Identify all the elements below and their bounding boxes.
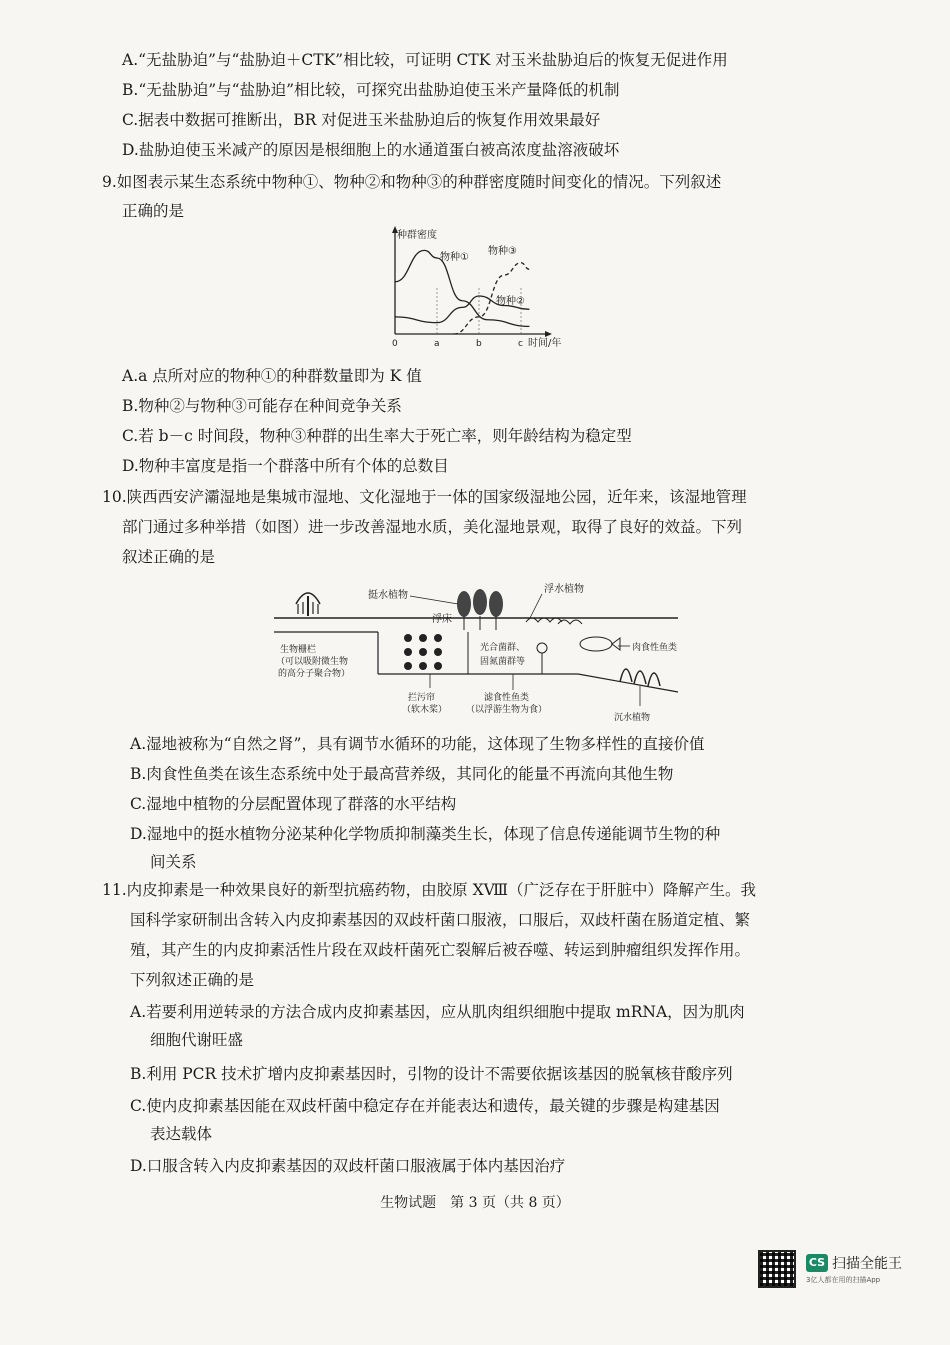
q9-option-d: D.物种丰富度是指一个群落中所有个体的总数目 bbox=[122, 457, 449, 475]
page-footer: 生物试题 第 3 页（共 8 页） bbox=[380, 1195, 570, 1211]
wetland-diagram bbox=[268, 574, 688, 726]
q11-stem-2: 国科学家研制出含转入内皮抑素基因的双歧杆菌口服液，口服后，双歧杆菌在肠道定植、繁 bbox=[130, 911, 751, 929]
scanner-watermark bbox=[758, 1250, 928, 1290]
q9-option-a: A.a 点所对应的物种①的种群数量即为 K 值 bbox=[122, 367, 422, 385]
q11-option-b: B.利用 PCR 技术扩增内皮抑素基因时，引物的设计不需要依据该基因的脱氧核苷酸序列 bbox=[130, 1065, 733, 1083]
label-bio-fence: 生物栅栏 bbox=[280, 645, 317, 655]
label-filter-fish: 滤食性鱼类 bbox=[484, 693, 530, 703]
q10-option-c: C.湿地中植物的分层配置体现了群落的水平结构 bbox=[130, 795, 457, 813]
x-axis-label: 时间/年 bbox=[528, 338, 562, 349]
label-curtain: 拦污帘 bbox=[408, 693, 436, 703]
label-curtain-note: （软木桨） bbox=[402, 705, 448, 715]
q11-option-c: C.使内皮抑素基因能在双歧杆菌中稳定存在并能表达和遗传，最关键的步骤是构建基因 bbox=[130, 1097, 720, 1115]
q8-option-b: B.“无盐胁迫”与“盐胁迫”相比较，可探究出盐胁迫使玉米产量降低的机制 bbox=[122, 81, 620, 99]
q9-stem-cont: 正确的是 bbox=[122, 202, 185, 220]
label-emergent-plants: 挺水植物 bbox=[368, 590, 408, 601]
q10-stem-1: 10.陕西西安浐灞湿地是集城市湿地、文化湿地于一体的国家级湿地公园，近年来，该湿地管理 bbox=[102, 488, 747, 506]
q11-option-a-cont: 细胞代谢旺盛 bbox=[150, 1031, 244, 1049]
floating-plants-icon bbox=[526, 618, 582, 624]
q11-option-c-cont: 表达载体 bbox=[150, 1125, 213, 1143]
q10-option-d: D.湿地中的挺水植物分泌某种化学物质抑制藻类生长，体现了信息传递能调节生物的种 bbox=[130, 825, 721, 843]
chart-guides bbox=[437, 288, 521, 334]
q10-option-d-cont: 间关系 bbox=[150, 853, 197, 871]
label-carnivore-fish: 肉食性鱼类 bbox=[632, 643, 678, 653]
x-tick-a: a bbox=[434, 339, 440, 349]
q8-option-d: D.盐胁迫使玉米减产的原因是根细胞上的水通道蛋白被高浓度盐溶液破坏 bbox=[122, 141, 620, 159]
carnivore-fish-icon bbox=[580, 637, 620, 651]
qr-code-icon bbox=[758, 1250, 796, 1288]
x-tick-0: 0 bbox=[392, 339, 398, 349]
q11-stem-1: 11.内皮抑素是一种效果良好的新型抗癌药物，由胶原 XⅧ（广泛存在于肝脏中）降解产生。我 bbox=[102, 881, 757, 899]
q11-stem-4: 下列叙述正确的是 bbox=[130, 971, 255, 989]
q8-option-c: C.据表中数据可推断出，BR 对促进玉米盐胁迫后的恢复作用效果最好 bbox=[122, 111, 601, 129]
filter-fish-icon bbox=[537, 643, 547, 674]
label-floating-plants: 浮水植物 bbox=[544, 584, 584, 595]
label-submerged-plants: 沉水植物 bbox=[614, 713, 651, 723]
emergent-plants-icon bbox=[457, 589, 503, 630]
label-filter-fish-note: （以浮游生物为食） bbox=[466, 705, 548, 715]
scanner-tagline: 3亿人都在用的扫描App bbox=[806, 1276, 881, 1284]
series-label-species1: 物种① bbox=[440, 252, 469, 263]
x-tick-labels bbox=[392, 339, 523, 349]
series-label-species3: 物种③ bbox=[488, 246, 517, 257]
q11-option-a: A.若要利用逆转录的方法合成内皮抑素基因，应从肌肉组织细胞中提取 mRNA，因为肌肉 bbox=[130, 1003, 745, 1021]
population-density-chart bbox=[370, 222, 580, 352]
bio-fence-icon bbox=[404, 634, 442, 670]
label-bio-fence-note-1: （可以吸附微生物 bbox=[276, 657, 349, 667]
label-floating-bed: 浮床 bbox=[432, 614, 452, 625]
q10-stem-2: 部门通过多种举措（如图）进一步改善湿地水质，美化湿地景观，取得了良好的效益。下列 bbox=[122, 518, 743, 536]
cs-logo-icon: CS bbox=[806, 1254, 828, 1272]
label-bacteria-2: 固氮菌群等 bbox=[480, 657, 526, 667]
x-tick-b: b bbox=[476, 339, 482, 349]
q9-option-c: C.若 b－c 时间段，物种③种群的出生率大于死亡率，则年龄结构为稳定型 bbox=[122, 427, 632, 445]
scanner-app-name: 扫描全能王 bbox=[832, 1256, 902, 1272]
x-tick-c: c bbox=[518, 339, 523, 349]
q9-option-b: B.物种②与物种③可能存在种间竞争关系 bbox=[122, 397, 402, 415]
label-bacteria-1: 光合菌群、 bbox=[480, 643, 526, 653]
q10-stem-3: 叙述正确的是 bbox=[122, 548, 216, 566]
q10-option-b: B.肉食性鱼类在该生态系统中处于最高营养级，其同化的能量不再流向其他生物 bbox=[130, 765, 674, 783]
q9-stem: 9.如图表示某生态系统中物种①、物种②和物种③的种群密度随时间变化的情况。下列叙述 bbox=[102, 173, 722, 191]
series-label-species2: 物种② bbox=[496, 296, 525, 307]
willow-tree-icon bbox=[296, 593, 320, 616]
y-axis-label: 种群密度 bbox=[397, 230, 437, 241]
q11-option-d: D.口服含转入内皮抑素基因的双歧杆菌口服液属于体内基因治疗 bbox=[130, 1157, 566, 1175]
q11-stem-3: 殖，其产生的内皮抑素活性片段在双歧杆菌死亡裂解后被吞噬、转运到肿瘤组织发挥作用。 bbox=[130, 941, 751, 959]
submerged-plants-icon bbox=[620, 669, 660, 686]
q10-option-a: A.湿地被称为“自然之肾”，具有调节水循环的功能，这体现了生物多样性的直接价值 bbox=[130, 735, 705, 753]
label-bio-fence-note-2: 的高分子聚合物） bbox=[278, 669, 351, 679]
q8-option-a: A.“无盐胁迫”与“盐胁迫＋CTK”相比较，可证明 CTK 对玉米盐胁迫后的恢复无促进作用 bbox=[122, 51, 728, 69]
